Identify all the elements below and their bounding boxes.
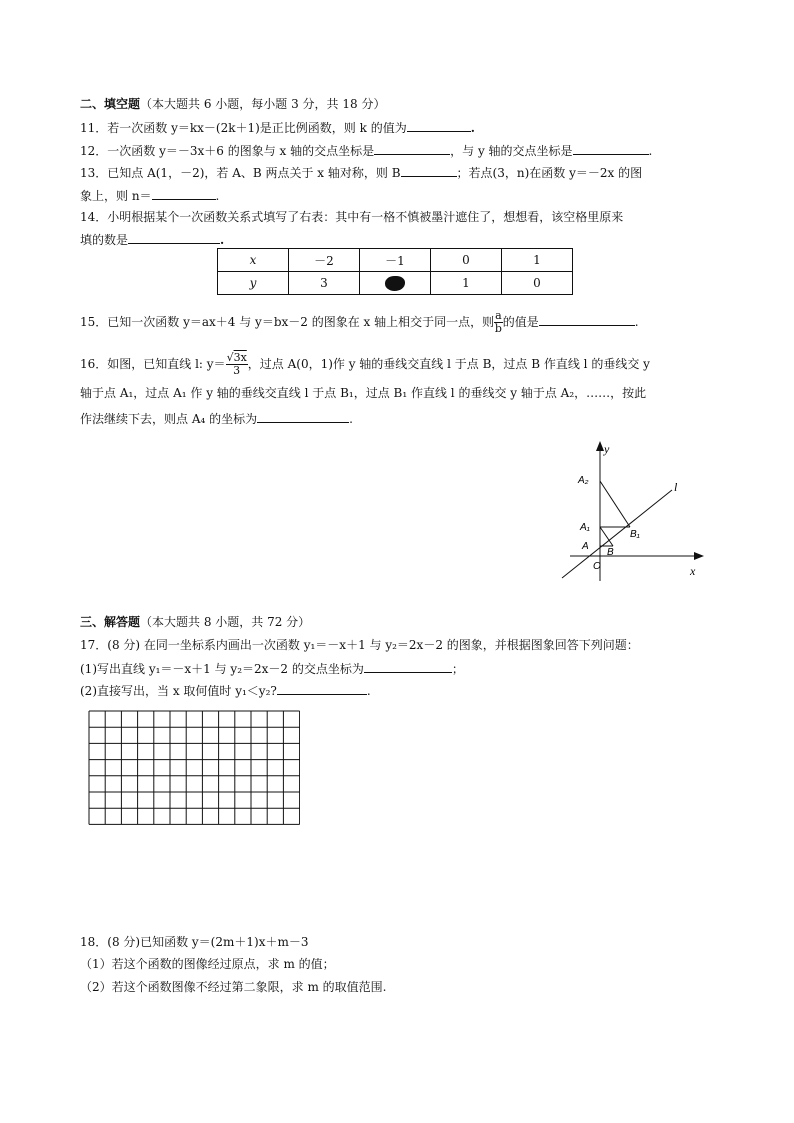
question-18-part1	[80, 956, 335, 972]
q11-answer-blank[interactable]	[407, 119, 471, 132]
q12-text-a: 12．一次函数 y＝－3x＋6 的图象与 x 轴的交点坐标是	[80, 144, 375, 158]
q18-part1: （1）若这个函数的图像经过原点，求 m 的值；	[80, 957, 335, 971]
table-y-cell: 3	[289, 272, 360, 295]
table-y-cell-inkblot	[360, 272, 431, 295]
question-16-line1	[80, 352, 650, 377]
label-O: O	[593, 561, 601, 572]
question-17-part1	[80, 660, 464, 677]
q18-intro: 18．(8 分)已知函数 y＝(2m＋1)x＋m－3	[80, 935, 309, 949]
q13-line2: 象上，则 n＝	[80, 189, 152, 203]
question-14-line1	[80, 209, 623, 225]
x-axis-arrow-icon	[694, 552, 704, 560]
question-11	[80, 119, 475, 136]
question-17-intro	[80, 637, 639, 653]
q13-text-b: ；若点(3，n)在函数 y＝－2x 的图	[456, 166, 643, 180]
section3-heading: 三、解答题	[80, 615, 141, 629]
q16-frac-num: √3x	[226, 351, 247, 364]
label-B: B	[607, 547, 614, 558]
q12-end: .	[648, 144, 653, 158]
q15-frac-num: a	[495, 309, 502, 322]
question-13-line1	[80, 164, 642, 181]
label-y: y	[604, 442, 610, 456]
table-x-cell: －1	[360, 249, 431, 272]
line-l	[562, 490, 672, 578]
q14-line1: 14．小明根据某个一次函数关系式填写了右表：其中有一格不慎被墨汁遮住了，想想看，该空格里原来	[80, 210, 624, 224]
label-A: A	[582, 541, 589, 552]
table-y-label: y	[218, 272, 289, 295]
q16-prefix: 16．如图，已知直线 l: y＝	[80, 357, 226, 371]
table-y-cell: 1	[431, 272, 502, 295]
q15-frac-den: b	[494, 322, 502, 335]
q12-text-b: ，与 y 轴的交点坐标是	[450, 144, 573, 158]
q16-fraction	[226, 352, 248, 377]
question-12	[80, 142, 652, 159]
q13-text-a: 13．已知点 A(1，－2)，若 A、B 两点关于 x 轴对称，则 B	[80, 166, 401, 180]
q17-part1-end: ；	[451, 662, 464, 676]
question-15	[80, 310, 639, 335]
q15-end: .	[634, 315, 639, 329]
q15-text-a: 15．已知一次函数 y＝ax＋4 与 y＝bx－2 的图象在 x 轴上相交于同一点，则	[80, 315, 495, 329]
segment-BA1	[600, 527, 613, 546]
q15-text-b: 的值是	[502, 315, 539, 329]
q16-line2: 轴于点 A₁，过点 A₁ 作 y 轴的垂线交直线 l 于点 B₁，过点 B₁ 作直线 l 的垂线交 y 轴于点 A₂，……，按此	[80, 386, 647, 400]
q14-line2: 填的数是	[80, 233, 129, 247]
q14-answer-blank[interactable]	[128, 231, 220, 244]
ink-blot-icon	[385, 276, 405, 291]
q17-intro: 17．(8 分) 在同一坐标系内画出一次函数 y₁＝－x＋1 与 y₂＝2x－2 的图象，并根据图象回答下列问题：	[80, 638, 639, 652]
question-14-line2	[80, 231, 224, 248]
q12-answer-blank-2[interactable]	[573, 142, 649, 155]
question-18-intro	[80, 934, 308, 950]
q11-text: 11．若一次函数 y＝kx－(2k＋1)是正比例函数，则 k 的值为	[80, 121, 407, 135]
section2-note: （本大题共 6 小题，每小题 3 分，共 18 分）	[140, 97, 386, 111]
q16-answer-blank[interactable]	[257, 410, 349, 423]
q16-line1-rest: ，过点 A(0，1)作 y 轴的垂线交直线 l 于点 B，过点 B 作直线 l 的垂线交 y	[247, 357, 650, 371]
q17-answer-blank-1[interactable]	[364, 660, 452, 673]
q16-end: .	[349, 412, 353, 426]
question-18-part2	[80, 979, 386, 995]
question-16-line3	[80, 410, 353, 427]
q13-answer-blank-1[interactable]	[401, 164, 457, 177]
q18-part2: （2）若这个函数图像不经过第二象限，求 m 的取值范围.	[80, 980, 387, 994]
q16-frac-den: 3	[233, 364, 241, 377]
q17-part2: (2)直接写出，当 x 取何值时 y₁＜y₂?	[80, 684, 277, 698]
label-A2: A₂	[578, 475, 589, 486]
table-x-cell: 0	[431, 249, 502, 272]
q17-drawing-grid[interactable]	[88, 710, 300, 834]
label-l: l	[674, 480, 678, 494]
q12-answer-blank-1[interactable]	[374, 142, 450, 155]
table-x-cell: －2	[289, 249, 360, 272]
q17-part2-end: .	[366, 684, 371, 698]
q13-end: .	[215, 189, 220, 203]
question-16-line2	[80, 385, 646, 401]
question-13-line2	[80, 187, 219, 204]
q13-answer-blank-2[interactable]	[152, 187, 216, 200]
label-x: x	[690, 564, 696, 578]
q17-part1: (1)写出直线 y₁＝－x＋1 与 y₂＝2x－2 的交点坐标为	[80, 662, 364, 676]
label-B1: B₁	[630, 529, 640, 540]
q16-figure	[550, 435, 720, 585]
section2-title	[80, 96, 385, 112]
q16-sqrt-radicand: 3x	[233, 351, 247, 364]
section3-title	[80, 614, 310, 630]
section2-heading: 二、填空题	[80, 97, 141, 111]
q14-end: .	[220, 233, 225, 247]
q11-end: .	[470, 121, 475, 135]
q15-fraction	[494, 310, 503, 335]
label-A1: A₁	[580, 522, 590, 533]
table-y-cell: 0	[502, 272, 573, 295]
q16-line3: 作法继续下去，则点 A₄ 的坐标为	[80, 412, 258, 426]
section3-note: （本大题共 8 小题，共 72 分）	[140, 615, 311, 629]
table-row-y	[218, 272, 573, 295]
q14-value-table	[217, 248, 573, 295]
segment-B1A2	[600, 481, 630, 527]
table-x-label: x	[218, 249, 289, 272]
question-17-part2	[80, 682, 371, 699]
y-axis-arrow-icon	[596, 441, 604, 451]
q17-answer-blank-2[interactable]	[277, 682, 367, 695]
q15-answer-blank[interactable]	[539, 313, 635, 326]
table-row-x	[218, 249, 573, 272]
table-x-cell: 1	[502, 249, 573, 272]
